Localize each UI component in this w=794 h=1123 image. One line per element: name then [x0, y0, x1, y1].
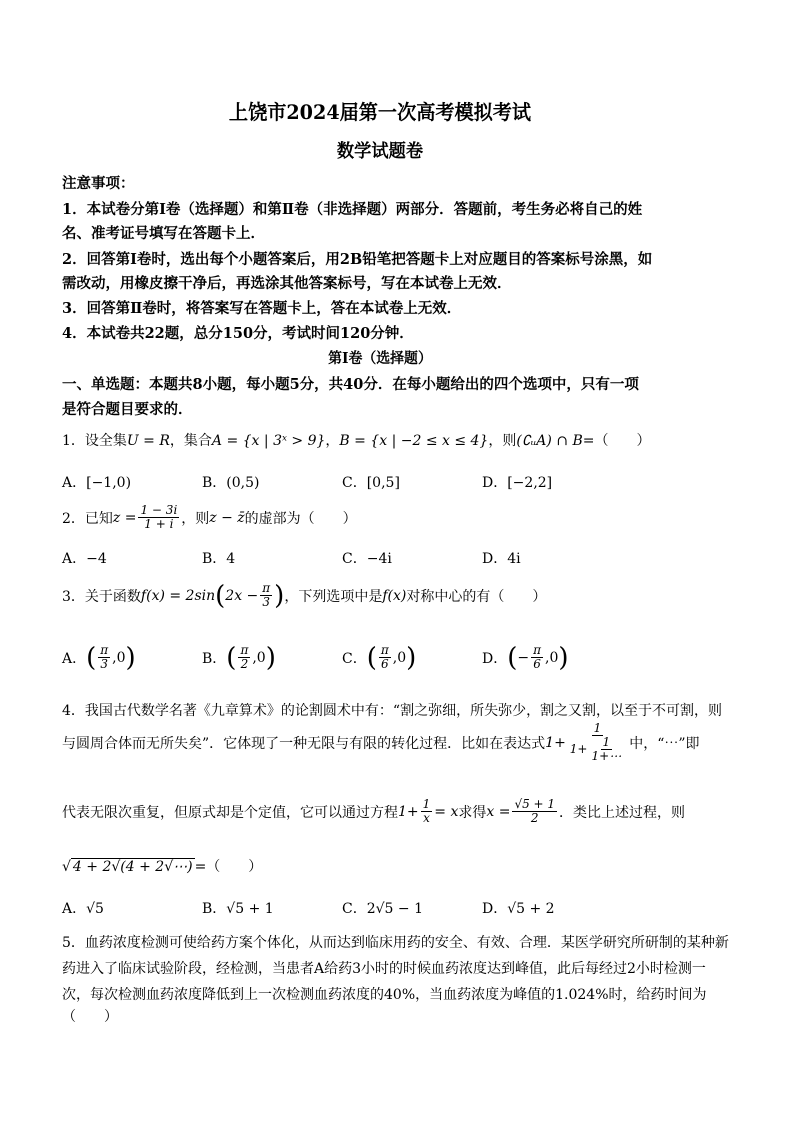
q3-paren-open: (: [215, 580, 226, 611]
q2-option-d: D．4i: [482, 551, 521, 567]
q3-prefix: 3．关于函数: [62, 588, 141, 605]
q3-func: f(x) = 2sin: [140, 587, 216, 604]
q4-line-3: [62, 798, 685, 825]
q5-line-3: 次，每次检测血药浓度降低到上一次检测血药浓度的40%，当血药浓度为峰值的1.024%时，给药时间为: [62, 987, 707, 1003]
q4-option-d: D．√5 + 2: [482, 901, 555, 917]
q4-line3-a: 代表无限次重复，但原式却是个定值，它可以通过方程: [62, 804, 398, 821]
q1-prefix: 1．设全集: [62, 433, 127, 449]
q3-pi-fraction: [260, 582, 272, 609]
q3-option-c: C． ( $\frac{\pi}{6}$ ,0 ): [342, 642, 417, 673]
q4-line-1: 4．我国古代数学名著《九章算术》的论割圆术中有：“割之弥细，所失弥少，割之又割，以至于不可割，则: [62, 703, 723, 719]
q3-pi-num: π: [262, 581, 271, 595]
q3-b-num: π: [240, 643, 249, 657]
q2-option-b: B．4: [202, 551, 236, 567]
q4-x-den: 2: [530, 811, 539, 826]
q2-option-c: C．−4i: [342, 551, 392, 567]
q1-universe: U = R: [126, 433, 170, 449]
q1-suffix: =（ ）: [582, 433, 651, 449]
q4-x-eq: x =: [486, 803, 511, 820]
q1-set-a: A = {x | 3ˣ > 9}: [211, 433, 326, 449]
q4-eq-num: 1: [422, 797, 431, 811]
q2-fraction: [138, 504, 179, 531]
q1-mid2: ，: [325, 433, 340, 449]
q4-line-4: √ 4 + 2√(4 + 2√⋯) =（ ）: [62, 859, 263, 875]
q4-eq-b: = x: [434, 803, 459, 820]
q3-a-label: A．: [62, 650, 87, 667]
q3-d-den: 6: [533, 657, 541, 672]
notes-item-3: 3．回答第Ⅱ卷时，将答案写在答题卡上，答在本试卷上无效．: [62, 300, 462, 317]
q3-c-zero: ,0: [392, 649, 407, 666]
q4-line4-suffix: =（ ）: [194, 859, 263, 875]
q5-line-4: （ ）: [62, 1009, 118, 1025]
q2-suffix: 的虚部为（ ）: [244, 510, 357, 527]
q3-pi-den: 3: [262, 595, 271, 610]
q3-mid: ，下列选项中是: [284, 588, 383, 605]
q2-mid: ，则: [181, 510, 210, 527]
question-1: [62, 430, 651, 450]
q3-c-den: 6: [381, 657, 389, 672]
q4-cf-bottom: 1+⋯: [591, 749, 622, 764]
q3-d-label: D．: [482, 650, 508, 667]
q3-b-label: B．: [202, 650, 227, 667]
q4-eq-den: x: [423, 811, 430, 826]
q3-fx: f(x): [382, 587, 407, 604]
q2-frac-num: 1 − 3i: [140, 503, 178, 517]
q1-option-d: D．[−2,2]: [482, 475, 553, 491]
q3-paren-close: ): [274, 580, 285, 611]
q3-inner: 2x −: [225, 587, 259, 604]
q4-expr-start: 1+: [545, 734, 566, 751]
notes-item-1b: 名、准考证号填写在答题卡上．: [62, 225, 265, 242]
q3-a-num: π: [100, 643, 109, 657]
q4-cf-top: 1: [593, 721, 602, 735]
q3-option-a: A． ( $\frac{\pi}{3}$ ,0 ): [62, 642, 136, 673]
q3-a-den: 3: [100, 657, 109, 672]
q3-option-b: B． ( $\frac{\pi}{2}$ ,0 ): [202, 642, 276, 673]
question-2: [62, 504, 357, 531]
q3-b-den: 2: [240, 657, 249, 672]
q1-option-c: C．[0,5]: [342, 475, 400, 491]
q4-cf-mid-num: 1: [602, 735, 611, 750]
q1-set-b: B = {x | −2 ≤ x ≤ 4}: [339, 433, 489, 449]
q1-expr: (∁ᵤA) ∩ B: [516, 433, 583, 449]
q4-line2-a: 与圆周合体而无所失矣”．它体现了一种无限与有限的转化过程．比如在表达式: [62, 735, 546, 752]
section-heading-2: 是符合题目要求的．: [62, 401, 193, 418]
q2-expr: z − z̄: [209, 509, 245, 526]
q4-option-c: C．2√5 − 1: [342, 901, 423, 917]
question-3: [62, 582, 546, 609]
q4-line3-b: 求得: [458, 804, 487, 821]
notes-item-2b: 需改动，用橡皮擦干净后，再选涂其他答案标号，写在本试卷上无效．: [62, 275, 512, 292]
q4-option-b: B．√5 + 1: [202, 901, 274, 917]
q3-a-zero: ,0: [112, 649, 126, 666]
q4-continued-fraction: [568, 722, 627, 764]
q4-line2-b: 中，“⋯”即: [629, 735, 700, 752]
q3-d-zero: ,0: [545, 649, 559, 666]
q1-option-b: B．(0,5): [202, 475, 260, 491]
q3-c-label: C．: [342, 650, 367, 667]
notes-item-1a: 1．本试卷分第Ⅰ卷（选择题）和第Ⅱ卷（非选择题）两部分．答题前，考生务必将自己的姓: [62, 201, 643, 218]
q4-line-2: [62, 722, 700, 764]
q2-option-a: A．−4: [62, 551, 107, 567]
exam-title: 上饶市2024届第一次高考模拟考试: [228, 100, 532, 124]
notes-heading: 注意事项：: [62, 175, 135, 192]
q3-d-num: π: [533, 643, 542, 657]
q2-prefix: 2．已知: [62, 510, 113, 527]
notes-item-4: 4．本试卷共22题，总分150分，考试时间120分钟．: [62, 325, 414, 342]
q1-mid1: ，集合: [169, 433, 212, 449]
q4-line3-c: ．类比上述过程，则: [559, 804, 686, 821]
exam-subtitle: 数学试题卷: [336, 141, 424, 162]
q4-option-a: A．√5: [62, 901, 104, 917]
q3-option-d: D． ( − $\frac{\pi}{6}$ ,0 ): [482, 642, 569, 673]
q3-c-num: π: [380, 643, 389, 657]
q2-z: z =: [112, 509, 137, 526]
q4-cf-mid: 1+: [569, 742, 588, 757]
q3-suffix: 对称中心的有（ ）: [406, 588, 547, 605]
q5-line-1: 5．血药浓度检测可使给药方案个体化，从而达到临床用药的安全、有效、合理．某医学研究所研制的某种新: [62, 935, 729, 951]
q4-root-expr: 4 + 2√(4 + 2√⋯): [72, 859, 193, 875]
q3-b-zero: ,0: [252, 649, 266, 666]
q5-line-2: 药进入了临床试验阶段，经检测，当患者A给药3小时的时候血药浓度达到峰值，此后每经过2小时检测一: [62, 961, 706, 977]
part-title: 第Ⅰ卷（选择题）: [328, 350, 432, 367]
q2-frac-den: 1 + i: [144, 517, 174, 532]
q1-mid3: ，则: [488, 433, 517, 449]
q1-option-a: A．[−1,0): [62, 475, 132, 491]
section-heading-1: 一、单选题：本题共8小题，每小题5分，共40分．在每小题给出的四个选项中，只有一项: [62, 376, 639, 393]
notes-item-2a: 2．回答第Ⅰ卷时，选出每个小题答案后，用2B铅笔把答题卡上对应题目的答案标号涂黑，如: [62, 251, 653, 268]
q4-x-num: √5 + 1: [514, 797, 556, 811]
q4-eq-a: 1+: [398, 803, 419, 820]
